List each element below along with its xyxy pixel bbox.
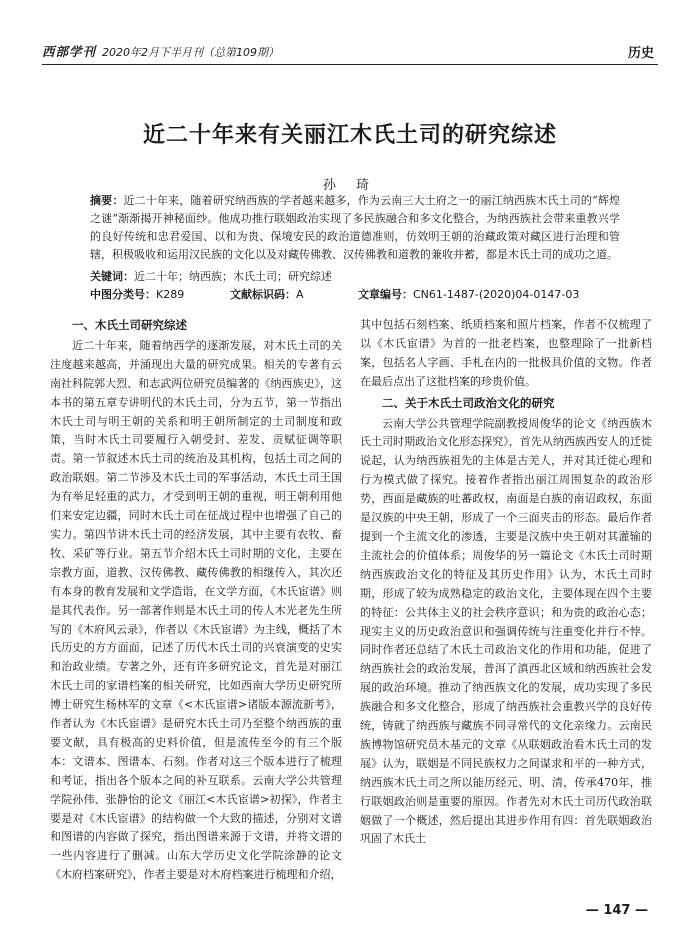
abstract [90, 192, 620, 264]
page-number: — 147 — [585, 903, 648, 918]
section-body-2: 云南大学公共管理学院副教授周俊华的论文《纳西族木氏土司时期政治文化形态探究》，首先从纳西族西安人的迁徙说起，认为纳西族祖先的主体是古羌人，并对其迁徙心理和行为模式做了探究。接着作者指出丽江周围复杂的政治形势，西面是藏族的吐蕃政权，南面是白族的南诏政权，东面是汉族的中央王朝，形成了一个三面夹击的形态。最后作者提到一个主流文化的渗透，主要是汉族中央王朝对其灌输的主流社会的价值体系；周俊华的另一篇论文《木氏土司时期纳西族政治文化的特征及其历史作用》认为，木氏土司时期，形成了较为成熟稳定的政治文化，主要体现在四个主要的特征：公共体主义的社会秩序意识；和为贵的政治心态；现实主义的历史政治意识和强调传统与注重变化并行不悖。同时作者还总结了木氏土司政治文化的作用和功能，促进了纳西族社会的政治发展，普洱了滇西北区域和纳西族社会发展的政治环境。推动了纳西族文化的发展，成功实现了多民族融合和多文化整合，形成了纳西族社会重教兴学的良好传统，铸就了纳西族与藏族不同寻常代的文化亲缘力。云南民族博物馆研究员木基元的文章《从联姻政治看木氏土司的发展》认为，联姻是不同民族权力之间谋求和平的一种方式，纳西族木氏土司之所以能历经元、明、清，传承470年，推行联姻政治则是重要的原因。作者先对木氏土司历代政治联姻做了一个概述，然后提出其进步作用有四：首先联姻政治巩固了木氏土 [360, 416, 652, 846]
article-author: 孙 琦 [322, 178, 378, 193]
clc-label: 中图分类号： [90, 288, 156, 301]
abstract-text: 近二十年来，随着研究纳西族的学者越来越多，作为云南三大土府之一的丽江纳西族木氏土司的“辉煌之谜”渐渐揭开神秘面纱。他成功推行联姻政治实现了多民族融合和多文化整合，为纳西族社会带来重教兴学的良好传统和忠君爱国、以和为贵、保境安民的政治道德准则，仿效明王朝的治藏政策对藏区进行治理和管辖，积极吸收和运用汉民族的文化以及对藏传佛教、汉传佛教和道教的兼收并蓄，都是木氏土司的成功之道。 [90, 194, 621, 261]
doc-code-value: A [296, 288, 304, 301]
article-no-value: CN61-1487-(2020)04-0147-03 [413, 288, 580, 301]
section-name: 历史 [627, 46, 654, 61]
section-heading-1: 一、木氏土司研究综述 [72, 318, 187, 332]
running-header [42, 38, 658, 65]
article-title: 近二十年来有关丽江木氏土司的研究综述 [142, 122, 557, 148]
article-no-item [358, 286, 579, 302]
doc-code-label: 文献标识码： [230, 288, 296, 301]
keywords-label: 关键词： [90, 270, 134, 283]
abstract-label: 摘要： [90, 194, 124, 207]
issue-info: 2020年2月下半月刊（总第109期） [102, 46, 279, 59]
clc-value: K289 [156, 288, 185, 301]
article-no-label: 文章编号： [358, 288, 413, 301]
left-column [50, 316, 342, 885]
section-body-1: 近二十年来，随着纳西学的逐渐发展，对木氏土司的关注度越来越高，并涌现出大量的研究成果。相关的专著有云南社科院郭大烈、和志武两位研究员编著的《纳西族史》，这本书的第五章专讲明代的木氏土司，分为五节，第一节指出木氏土司与明王朝的关系和明王朝所制定的土司制度和政策，当时木氏土司要履行入朝受封、差发、贡赋征调等职责。第一节叙述木氏土司的统治及其机构，包括土司之间的政治联姻。第二节涉及木氏土司的军事活动，木氏土司王国为有举足轻重的武力，才受到明王朝的重视，明王朝利用他们来安定边疆，同时木氏土司在征战过程中也增强了自己的实力。第四节讲木氏土司的经济发展，其中主要有农牧、畜牧、采矿等行业。第五节介绍木氏土司时期的文化，主要在宗教方面，道教、汉传佛教、藏传佛教的相继传入，其次还有本身的教育发展和文学造诣，在文学方面，《木氏宦谱》则是其代表作。另一部著作则是木氏土司的传人木光老先生所写的《木府风云录》，作者以《木氏宦谱》为主线，概括了木氏历史的方方面面，记述了历代木氏土司的兴衰演变的史实和治政业绩。专著之外，还有许多研究论文，首先是对丽江木氏土司的家谱档案的相关研究，比如西南大学历史研究所博士研究生杨林军的文章《<木氏宦谱>诸版本源流新考》，作者认为《木氏宦谱》是研究木氏土司乃至整个纳西族的重要文献，具有极高的史料价值，但是流传至今的有三个版本：文谱本、图谱本、石刻。作者对这三个版本进行了梳理和考证，指出各个版本之间的补互联系。云南大学公共管理学院孙伟、张静怡的论文《丽江<木氏宦谱>初探》，作者主要是对《木氏宦谱》的结构做一个大致的描述，分别对文谱和图谱的内容做了探究，指出图谱来源于文谱，并将文谱的一些内容进行了删减。山东大学历史文化学院涂静的论文《木府档案研究》，作者主要是对木府档案进行梳理和介绍， [50, 338, 342, 882]
section-body-1-continued: 其中包括石刻档案、纸质档案和照片档案，作者不仅梳理了以《木氏宦谱》为首的一批老档案，也整理除了一批新档案，包括名人字画、手札在内的一批极具价值的文物。作者在最后点出了这批档案的珍贵价值。 [360, 318, 652, 388]
journal-name: 西部学刊 [42, 44, 97, 59]
clc-item [90, 286, 184, 302]
section-heading-2: 二、关于木氏土司政治文化的研究 [382, 395, 555, 410]
keywords-text: 近二十年；纳西族；木氏土司；研究综述 [134, 270, 332, 283]
right-column [360, 316, 652, 849]
keywords [90, 268, 620, 284]
doc-code-item [230, 286, 304, 302]
